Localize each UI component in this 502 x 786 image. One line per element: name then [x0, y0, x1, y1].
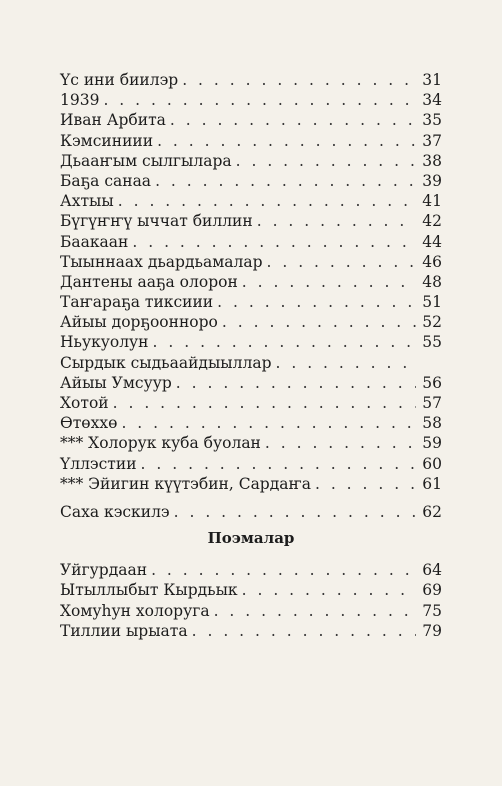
entry-page-number: 35: [422, 111, 442, 130]
dot-leader: [182, 70, 416, 90]
toc-poems: [60, 560, 442, 641]
toc-entry: [60, 312, 442, 332]
entry-page-number: 56: [422, 373, 442, 392]
toc-entry: [60, 191, 442, 211]
entry-title: Ахтыы: [60, 192, 114, 211]
toc-entry: [60, 413, 442, 433]
entry-title: Үс ини биилэр: [60, 71, 179, 89]
entry-title: Дьааҥым сылгылара: [60, 151, 232, 170]
entry-page-number: 52: [422, 313, 442, 332]
entry-title: 1939: [60, 91, 100, 110]
entry-title: Баакаан: [60, 232, 129, 251]
toc-entry: [60, 292, 442, 312]
entry-title: Айыы дорҕооннорo: [60, 313, 218, 332]
dot-leader: [242, 272, 416, 292]
dot-leader: [174, 502, 416, 522]
entry-title: Өтөххө: [60, 414, 118, 433]
dot-leader: [113, 393, 416, 413]
entry-page-number: 57: [422, 394, 442, 412]
entry-title: Уйгурдаан: [60, 561, 148, 580]
entry-title: Айыы Умсуур: [60, 373, 172, 392]
dot-leader: [157, 131, 416, 151]
entry-title: Иван Арбита: [60, 111, 166, 130]
entry-title: Тыыннаах дьардьамалар: [60, 252, 263, 271]
entry-title: *** Холорук куба буолан: [60, 434, 261, 453]
toc-entry: [60, 90, 442, 110]
toc-entry: [60, 252, 442, 272]
toc-entry: [60, 393, 442, 413]
entry-page-number: 38: [422, 151, 442, 170]
dot-leader: [315, 474, 416, 494]
entry-title: *** Эйигин күүтэбин, Сардаҥа: [60, 474, 311, 493]
entry-page-number: 69: [422, 581, 442, 600]
entry-page-number: 75: [422, 601, 442, 620]
dot-leader: [118, 191, 416, 211]
toc-entry: [60, 211, 442, 231]
entry-page-number: 48: [422, 272, 442, 291]
dot-leader: [155, 171, 416, 191]
entry-title: Ытыллыбыт Кырдьык: [60, 581, 238, 600]
dot-leader: [151, 560, 416, 580]
entry-title: Таҥараҕа тиксиии: [60, 293, 214, 312]
toc-entry: [60, 502, 442, 522]
toc-entry: [60, 454, 442, 474]
entry-page-number: 59: [422, 434, 442, 453]
dot-leader: [176, 373, 416, 393]
toc-entry: [60, 373, 442, 393]
toc-entry: [60, 433, 442, 453]
dot-leader: [192, 621, 416, 641]
entry-title: Дантены ааҕа олорон: [60, 272, 238, 291]
entry-page-number: 39: [422, 171, 442, 190]
dot-leader: [132, 232, 416, 252]
toc-entry: [60, 474, 442, 494]
spacer: [60, 494, 442, 502]
dot-leader: [121, 413, 416, 433]
toc-entry: [60, 70, 442, 90]
dot-leader: [141, 454, 416, 474]
entry-page-number: 51: [422, 293, 442, 312]
entry-title: Сырдык сыдьаайдыыллар: [60, 353, 272, 372]
dot-leader: [222, 312, 416, 332]
dot-leader: [103, 90, 416, 110]
entry-title: Тиллии ырыата: [60, 621, 188, 640]
entry-page-number: 62: [422, 502, 442, 521]
entry-page-number: 44: [422, 232, 442, 251]
toc-entry: [60, 110, 442, 130]
dot-leader: [170, 110, 416, 130]
entry-page-number: 42: [422, 212, 442, 231]
entry-title: Баҕа санаа: [60, 171, 152, 190]
entry-page-number: 37: [422, 131, 442, 150]
dot-leader: [214, 601, 416, 621]
toc-entries: [60, 70, 442, 522]
entry-page-number: 41: [422, 192, 442, 211]
entry-page-number: 58: [422, 414, 442, 433]
entry-page-number: 61: [422, 474, 442, 493]
section-heading: Поэмалар: [207, 529, 295, 548]
toc-entry: [60, 171, 442, 191]
dot-leader: [267, 252, 417, 272]
dot-leader: [265, 433, 416, 453]
toc-entry: [60, 151, 442, 171]
entry-title: Хомуһун холоруга: [60, 601, 210, 620]
table-of-contents: [60, 70, 442, 641]
entry-page-number: 64: [422, 561, 442, 580]
dot-leader: [276, 353, 417, 373]
toc-entry: [60, 131, 442, 151]
entry-page-number: 60: [422, 454, 442, 473]
toc-entry: [60, 621, 442, 641]
dot-leader: [236, 151, 416, 171]
toc-entry: [60, 332, 442, 352]
toc-entry: [60, 232, 442, 252]
entry-title: Хотой: [60, 394, 109, 412]
entry-title: Саха кэскилэ: [60, 502, 170, 521]
toc-entry: [60, 560, 442, 580]
dot-leader: [257, 211, 416, 231]
toc-entry: [60, 272, 442, 292]
entry-title: Кэмсиниии: [60, 131, 154, 150]
dot-leader: [242, 580, 416, 600]
entry-title: Бүгүҥҥү ыччат биллин: [60, 212, 253, 231]
entry-page-number: 55: [422, 333, 442, 352]
dot-leader: [153, 332, 416, 352]
entry-title: Үллэстии: [60, 454, 137, 473]
entry-page-number: 34: [422, 91, 442, 110]
toc-entry: [60, 601, 442, 621]
toc-entry: [60, 353, 442, 373]
entry-page-number: 79: [422, 621, 442, 640]
entry-page-number: 46: [422, 252, 442, 271]
toc-entry: [60, 580, 442, 600]
entry-page-number: 31: [422, 71, 442, 89]
entry-title: Ньукуолун: [60, 333, 149, 352]
dot-leader: [217, 292, 416, 312]
